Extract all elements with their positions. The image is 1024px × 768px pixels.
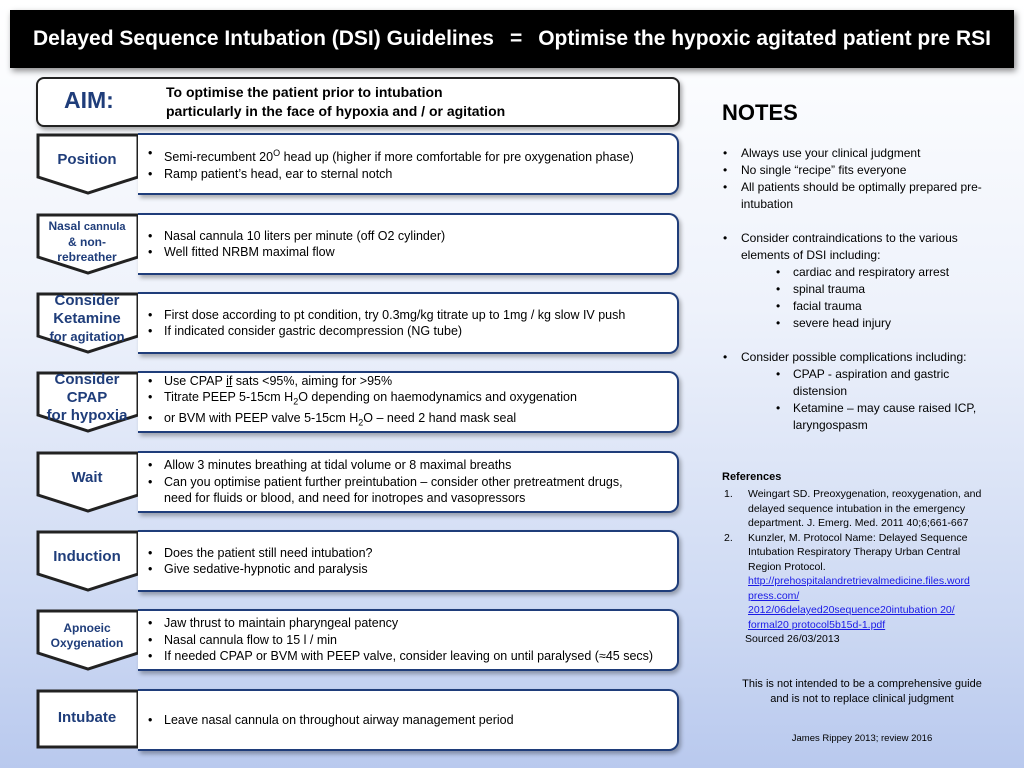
bullet-item: • Give sedative-hypnotic and paralysis — [164, 561, 372, 578]
bullet-item: • Semi-recumbent $20^O$ head up (higher if more comfortable for pre oxygenation phase) — [164, 145, 634, 166]
step-label: Consider CPAP for hypoxia — [46, 371, 128, 424]
bullet-item: • If indicated consider gastric decompression (NG tube) — [164, 323, 625, 340]
disclaimer: This is not intended to be a comprehensive guide and is not to replace clinical judgment — [742, 678, 982, 705]
title-left: Delayed Sequence Intubation (DSI) Guidelines — [33, 27, 494, 50]
aim-text — [166, 83, 505, 121]
step-label: Position — [57, 151, 117, 168]
bullet-item: • Ramp patient’s head, ear to sternal notch — [164, 166, 634, 183]
step-content-box — [138, 530, 679, 592]
title-right: Optimise the hypoxic agitated patient pre RSI — [538, 27, 991, 50]
step-cpap — [36, 371, 679, 433]
note-subitem: • CPAP - aspiration and gastric distension — [722, 366, 1017, 400]
note-item: • Consider contraindications to the various elements of DSI including: — [722, 230, 1017, 264]
bullet-continuation: need for fluids or blood, and need for inotropes and vasopressors — [164, 491, 526, 506]
aim-line-2: particularly in the face of hypoxia and / or agitation — [166, 103, 506, 119]
step-position — [36, 133, 679, 195]
step-content-box — [138, 371, 679, 433]
step-label: Induction — [53, 548, 121, 565]
bullet-item: • First dose according to pt condition, try 0.3mg/kg titrate up to 1mg / kg slow IV push — [164, 307, 625, 324]
step-label: Wait — [71, 469, 103, 486]
bullet-item: • Jaw thrust to maintain pharyngeal patency — [164, 615, 653, 632]
step-label: Apnoeic Oxygenation — [50, 621, 124, 650]
sourced-date: Sourced 26/03/2013 — [745, 633, 840, 645]
note-subitem: • cardiac and respiratory arrest — [722, 264, 1017, 281]
reference-item: 2. Kunzler, M. Protocol Name: Delayed Sequence Intubation Respiratory Therapy Urban Central Region Protocol. http://prehospitalandretrievalmedicine.files.word press.com/ 2012/06delayed20sequence20intubation 20/ formal20 protocol5b15d-1.pdf — [724, 531, 970, 631]
note-subitem: • severe head injury — [722, 315, 1017, 332]
notes-list — [722, 145, 1017, 434]
note-item: • No single “recipe” fits everyone — [722, 162, 1017, 179]
author-credit: James Rippey 2013; review 2016 — [791, 733, 933, 744]
title-bar — [10, 10, 1014, 68]
bullet-item: • Nasal cannula flow to 15 l / min — [164, 632, 653, 649]
note-item: • Consider possible complications including: — [722, 349, 1017, 366]
bullet-item: • or BVM with PEEP valve 5-15cm $H_2O$ – need 2 hand mask seal — [164, 410, 577, 431]
aim-label: AIM: — [64, 87, 114, 113]
bullet-item: • Use CPAP if sats <95%, aiming for >95% — [164, 373, 577, 390]
step-intubate — [36, 689, 679, 751]
note-item: • All patients should be optimally prepared pre- intubation — [722, 179, 1017, 213]
note-item: • Always use your clinical judgment — [722, 145, 1017, 162]
note-subitem: • Ketamine – may cause raised ICP, laryngospasm — [722, 400, 1017, 434]
title-separator: = — [509, 27, 523, 50]
step-induction — [36, 530, 679, 592]
step-label: Consider Ketamine for agitation — [49, 292, 125, 344]
step-ketamine — [36, 292, 679, 354]
bullet-item: • Allow 3 minutes breathing at tidal volume or 8 maximal breaths — [164, 457, 623, 474]
bullet-item: • Titrate PEEP 5-15cm $H_2O$ depending on haemodynamics and oxygenation — [164, 389, 577, 410]
reference-item: 1. Weingart SD. Preoxygenation, reoxygenation, and delayed sequence intubation in the emergency department. J. Emerg. Med. 2011 40;6;661-667 — [724, 488, 982, 529]
step-label: Intubate — [57, 709, 117, 726]
notes-title: NOTES — [722, 100, 798, 125]
bullet-item: • Nasal cannula 10 liters per minute (off O2 cylinder) — [164, 228, 445, 245]
bullet-item: • Can you optimise patient further preintubation – consider other pretreatment drugs, — [164, 474, 623, 491]
step-label: Nasal cannula & non- rebreather — [48, 219, 126, 264]
step-nasal-cannula — [36, 213, 679, 275]
references-title: References — [722, 471, 782, 483]
step-apnoeic-oxygenation — [36, 609, 679, 671]
step-content-box — [138, 609, 679, 671]
step-content-box — [138, 292, 679, 354]
bullet-item: • Does the patient still need intubation? — [164, 545, 372, 562]
references-list — [722, 487, 1017, 647]
step-content-box — [138, 689, 679, 751]
step-content-box — [138, 133, 679, 195]
step-content-box — [138, 213, 679, 275]
bullet-item: • Leave nasal cannula on throughout airway management period — [164, 712, 514, 729]
step-content-box — [138, 451, 679, 513]
bullet-item: • Well fitted NRBM maximal flow — [164, 244, 445, 261]
note-subitem: • spinal trauma — [722, 281, 1017, 298]
aim-box — [36, 77, 680, 127]
reference-link[interactable]: http://prehospitalandretrievalmedicine.files.word press.com/ 2012/06delayed20sequence20intubation 20/ formal20 protocol5b15d-1.pdf — [748, 575, 970, 631]
aim-line-1: To optimise the patient prior to intubation — [166, 84, 443, 100]
note-subitem: • facial trauma — [722, 298, 1017, 315]
bullet-item: • If needed CPAP or BVM with PEEP valve, consider leaving on until paralysed (≈45 secs) — [164, 648, 653, 665]
step-wait — [36, 451, 679, 513]
